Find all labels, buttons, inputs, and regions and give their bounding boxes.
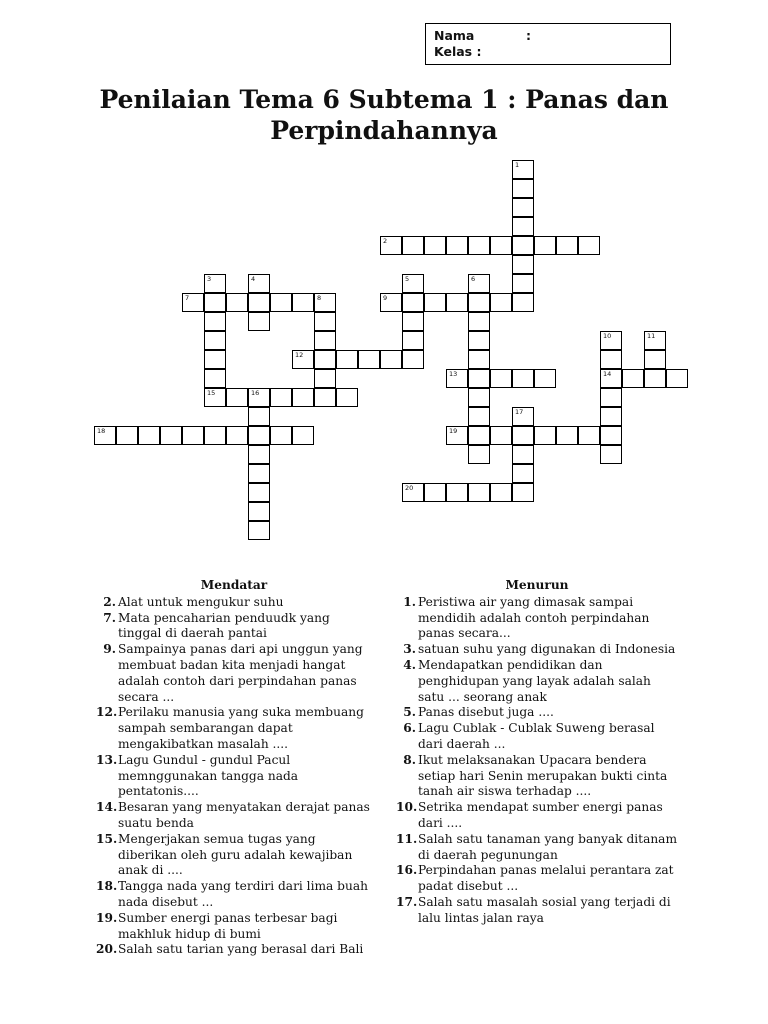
down-clue <box>396 642 678 658</box>
crossword-cell[interactable] <box>468 293 490 312</box>
crossword-cell[interactable] <box>512 445 534 464</box>
crossword-cell[interactable] <box>468 331 490 350</box>
crossword-cell[interactable] <box>600 407 622 426</box>
crossword-cell[interactable] <box>468 407 490 426</box>
down-clue <box>396 895 678 927</box>
clue-number: 16. <box>396 863 418 878</box>
crossword-cell[interactable] <box>204 388 226 407</box>
crossword-cell[interactable] <box>248 521 270 540</box>
cell-number: 14 <box>603 370 612 378</box>
crossword-cell[interactable] <box>270 293 292 312</box>
across-clue <box>96 642 372 705</box>
clue-number: 9. <box>103 642 116 657</box>
crossword-cell[interactable] <box>534 369 556 388</box>
clue-text: Mendapatkan pendidikan dan penghidupan yang layak adalah salah satu ... seorang anak <box>418 657 651 704</box>
crossword-cell[interactable] <box>248 483 270 502</box>
crossword-cell[interactable] <box>248 464 270 483</box>
crossword-cell[interactable] <box>490 369 512 388</box>
title-line-2: Perpindahannya <box>270 116 498 145</box>
crossword-cell[interactable] <box>292 350 314 369</box>
cell-number: 1 <box>515 161 520 169</box>
crossword-cell[interactable] <box>600 350 622 369</box>
crossword-cell[interactable] <box>468 388 490 407</box>
across-clue-list <box>96 595 372 958</box>
down-clue <box>396 721 678 753</box>
down-clue <box>396 863 678 895</box>
crossword-cell[interactable] <box>292 426 314 445</box>
clue-text: satuan suhu yang digunakan di Indonesia <box>418 642 676 657</box>
crossword-cell[interactable] <box>424 293 446 312</box>
crossword-cell[interactable] <box>468 312 490 331</box>
crossword-cell[interactable] <box>490 293 512 312</box>
crossword-cell[interactable] <box>402 331 424 350</box>
crossword-cell[interactable] <box>424 236 446 255</box>
clue-number: 17. <box>396 894 418 909</box>
clue-number: 10. <box>396 800 418 815</box>
crossword-cell[interactable] <box>138 426 160 445</box>
crossword-cell[interactable] <box>600 445 622 464</box>
crossword-cell[interactable] <box>556 236 578 255</box>
clue-text: Tangga nada yang terdiri dari lima buah nada disebut ... <box>118 879 368 909</box>
crossword-cell[interactable] <box>468 445 490 464</box>
clue-number: 2. <box>103 594 116 609</box>
crossword-cell[interactable] <box>600 426 622 445</box>
crossword-cell[interactable] <box>402 350 424 369</box>
crossword-cell[interactable] <box>512 426 534 445</box>
cell-number: 18 <box>97 427 106 435</box>
down-title: Menurun <box>505 578 569 592</box>
across-clue <box>96 800 372 832</box>
crossword-cell[interactable] <box>402 312 424 331</box>
cell-number: 19 <box>449 427 458 435</box>
crossword-cell[interactable] <box>204 293 226 312</box>
clue-text: Mata pencaharian penduudk yang tinggal di daerah pantai <box>118 610 330 641</box>
crossword-cell[interactable] <box>468 236 490 255</box>
crossword-cell[interactable] <box>512 160 534 179</box>
crossword-cell[interactable] <box>512 369 534 388</box>
crossword-cell[interactable] <box>248 445 270 464</box>
clue-number: 1. <box>403 594 416 609</box>
clue-text: Alat untuk mengukur suhu <box>118 594 284 609</box>
crossword-cell[interactable] <box>600 369 622 388</box>
crossword-cell[interactable] <box>160 426 182 445</box>
crossword-cell[interactable] <box>512 483 534 502</box>
cell-number: 17 <box>515 408 524 416</box>
cell-number: 12 <box>295 351 304 359</box>
cell-number: 9 <box>383 294 388 302</box>
crossword-cell[interactable] <box>512 255 534 274</box>
down-clue <box>396 658 678 705</box>
crossword-cell[interactable] <box>226 426 248 445</box>
crossword-cell[interactable] <box>248 388 270 407</box>
class-label: Kelas : <box>434 44 482 59</box>
crossword-cell[interactable] <box>622 369 644 388</box>
name-label: Nama <box>434 28 475 43</box>
crossword-cell[interactable] <box>270 426 292 445</box>
crossword-cell[interactable] <box>270 388 292 407</box>
clue-number: 13. <box>96 752 118 767</box>
clue-text: Salah satu masalah sosial yang terjadi di lalu lintas jalan raya <box>418 894 671 925</box>
down-clue <box>396 753 678 800</box>
crossword-cell[interactable] <box>446 483 468 502</box>
crossword-cell[interactable] <box>490 236 512 255</box>
crossword-cell[interactable] <box>512 179 534 198</box>
crossword-cell[interactable] <box>490 426 512 445</box>
clue-number: 7. <box>103 610 116 625</box>
down-clue <box>396 832 678 864</box>
name-colon: : <box>526 28 531 43</box>
clue-text: Perpindahan panas melalui perantara zat padat disebut ... <box>418 863 674 894</box>
crossword-cell[interactable] <box>402 274 424 293</box>
crossword-cell[interactable] <box>644 331 666 350</box>
clue-text: Ikut melaksanakan Upacara bendera setiap hari Senin merupakan bukti cinta tanah air siswa terhadap .... <box>418 752 668 799</box>
crossword-cell[interactable] <box>314 331 336 350</box>
crossword-cell[interactable] <box>182 426 204 445</box>
crossword-cell[interactable] <box>248 502 270 521</box>
crossword-cell[interactable] <box>248 274 270 293</box>
crossword-cell[interactable] <box>380 350 402 369</box>
across-clue <box>96 832 372 879</box>
crossword-cell[interactable] <box>600 388 622 407</box>
clue-text: Lagu Cublak - Cublak Suweng berasal dari daerah ... <box>418 721 655 751</box>
crossword-cell[interactable] <box>512 236 534 255</box>
across-clue <box>96 911 372 943</box>
across-clue <box>96 942 372 958</box>
crossword-cell[interactable] <box>402 483 424 502</box>
crossword-cell[interactable] <box>182 293 204 312</box>
crossword-cell[interactable] <box>512 198 534 217</box>
crossword-cell[interactable] <box>512 274 534 293</box>
crossword-cell[interactable] <box>512 217 534 236</box>
crossword-cell[interactable] <box>424 483 446 502</box>
cell-number: 10 <box>603 332 612 340</box>
crossword-cell[interactable] <box>380 293 402 312</box>
cell-number: 6 <box>471 275 476 283</box>
across-clue <box>96 705 372 752</box>
crossword-cell[interactable] <box>314 369 336 388</box>
crossword-cell[interactable] <box>248 407 270 426</box>
down-clues <box>396 578 678 927</box>
crossword-cell[interactable] <box>600 331 622 350</box>
crossword-cell[interactable] <box>644 350 666 369</box>
crossword-cell[interactable] <box>314 388 336 407</box>
clue-text: Salah satu tarian yang berasal dari Bali <box>118 942 364 957</box>
cell-number: 5 <box>405 275 410 283</box>
crossword-cell[interactable] <box>578 426 600 445</box>
crossword-cell[interactable] <box>512 464 534 483</box>
cell-number: 13 <box>449 370 458 378</box>
cell-number: 4 <box>251 275 256 283</box>
down-clue-list <box>396 595 678 927</box>
crossword-cell[interactable] <box>248 293 270 312</box>
down-clue <box>396 595 678 642</box>
crossword-cell[interactable] <box>204 274 226 293</box>
crossword-cell[interactable] <box>248 312 270 331</box>
clue-number: 12. <box>96 705 118 720</box>
cell-number: 20 <box>405 484 414 492</box>
clue-number: 11. <box>396 831 418 846</box>
clue-number: 20. <box>96 942 118 957</box>
crossword-cell[interactable] <box>468 483 490 502</box>
cell-number: 2 <box>383 237 388 245</box>
crossword-cell[interactable] <box>644 369 666 388</box>
crossword-cell[interactable] <box>226 293 248 312</box>
crossword-cell[interactable] <box>446 236 468 255</box>
crossword-cell[interactable] <box>314 293 336 312</box>
crossword-cell[interactable] <box>446 426 468 445</box>
clue-number: 8. <box>403 752 416 767</box>
clue-text: Besaran yang menyatakan derajat panas suatu benda <box>118 800 370 830</box>
clue-text: Mengerjakan semua tugas yang diberikan oleh guru adalah kewajiban anak di .... <box>118 831 353 878</box>
crossword-cell[interactable] <box>534 236 556 255</box>
crossword-cell[interactable] <box>248 426 270 445</box>
crossword-cell[interactable] <box>468 274 490 293</box>
clue-number: 4. <box>403 657 416 672</box>
down-clue <box>396 705 678 721</box>
crossword-cell[interactable] <box>292 388 314 407</box>
across-clue <box>96 879 372 911</box>
crossword-cell[interactable] <box>490 483 512 502</box>
cell-number: 7 <box>185 294 190 302</box>
crossword-cell[interactable] <box>314 312 336 331</box>
crossword-cell[interactable] <box>402 293 424 312</box>
crossword-cell[interactable] <box>204 312 226 331</box>
down-clue <box>396 800 678 832</box>
crossword-cell[interactable] <box>446 293 468 312</box>
across-title: Mendatar <box>200 578 268 592</box>
clue-number: 18. <box>96 879 118 894</box>
clue-text: Lagu Gundul - gundul Pacul memnggunakan tangga nada pentatonis.... <box>118 752 299 799</box>
clue-number: 14. <box>96 800 118 815</box>
cell-number: 11 <box>647 332 656 340</box>
crossword-cell[interactable] <box>204 350 226 369</box>
clue-number: 6. <box>403 721 416 736</box>
cell-number: 15 <box>207 389 216 397</box>
clue-text: Salah satu tanaman yang banyak ditanam di daerah pegunungan <box>418 831 678 862</box>
crossword-cell[interactable] <box>226 388 248 407</box>
crossword-cell[interactable] <box>336 388 358 407</box>
crossword-cell[interactable] <box>116 426 138 445</box>
crossword-cell[interactable] <box>204 369 226 388</box>
title-line-1: Penilaian Tema 6 Subtema 1 : Panas dan <box>99 85 669 114</box>
crossword-cell[interactable] <box>292 293 314 312</box>
crossword-cell[interactable] <box>336 350 358 369</box>
across-clues <box>96 578 372 958</box>
clue-number: 15. <box>96 831 118 846</box>
crossword-cell[interactable] <box>534 426 556 445</box>
cell-number: 3 <box>207 275 212 283</box>
crossword-cell[interactable] <box>468 369 490 388</box>
crossword-cell[interactable] <box>380 236 402 255</box>
across-clue <box>96 753 372 800</box>
clue-number: 5. <box>403 705 416 720</box>
crossword-cell[interactable] <box>512 293 534 312</box>
clue-text: Setrika mendapat sumber energi panas dari .... <box>418 800 663 830</box>
across-clue <box>96 611 372 643</box>
across-clue <box>96 595 372 611</box>
clue-text: Sumber energi panas terbesar bagi makhluk hidup di bumi <box>118 910 338 941</box>
clue-number: 19. <box>96 910 118 925</box>
cell-number: 8 <box>317 294 322 302</box>
crossword-cell[interactable] <box>666 369 688 388</box>
crossword-cell[interactable] <box>556 426 578 445</box>
crossword-cell[interactable] <box>578 236 600 255</box>
clue-text: Peristiwa air yang dimasak sampai mendidih adalah contoh perpindahan panas secara... <box>418 594 650 641</box>
crossword-cell[interactable] <box>446 369 468 388</box>
crossword-cell[interactable] <box>512 407 534 426</box>
crossword-cell[interactable] <box>402 236 424 255</box>
clue-text: Sampainya panas dari api unggun yang membuat badan kita menjadi hangat adalah contoh dari perpindahan panas secara ... <box>118 642 363 704</box>
clue-number: 3. <box>403 642 416 657</box>
crossword-cell[interactable] <box>314 350 336 369</box>
clue-text: Perilaku manusia yang suka membuang sampah sembarangan dapat mengakibatkan masalah .... <box>118 705 364 751</box>
clue-text: Panas disebut juga .... <box>418 705 554 720</box>
crossword-cell[interactable] <box>94 426 116 445</box>
crossword-cell[interactable] <box>468 426 490 445</box>
crossword-cell[interactable] <box>204 331 226 350</box>
crossword-cell[interactable] <box>468 350 490 369</box>
cell-number: 16 <box>251 389 260 397</box>
crossword-cell[interactable] <box>204 426 226 445</box>
crossword-cell[interactable] <box>358 350 380 369</box>
